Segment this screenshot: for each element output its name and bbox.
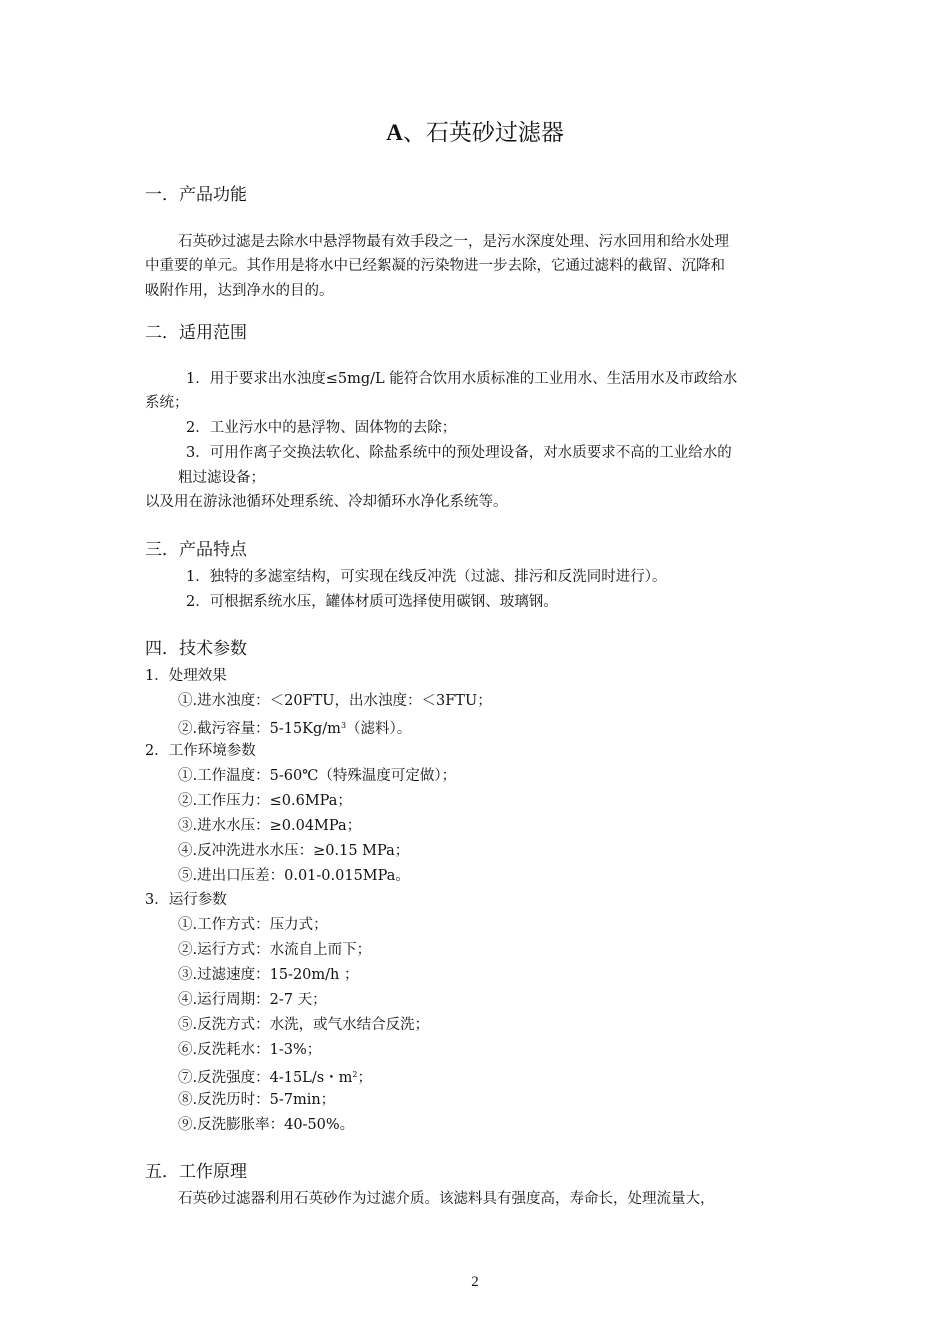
superscript: 2 bbox=[352, 1070, 358, 1079]
title-text: 、石英砂过滤器 bbox=[402, 120, 564, 146]
param-text: ； bbox=[357, 1070, 372, 1086]
param-text: （滤料）。 bbox=[346, 721, 412, 737]
paragraph-line: 中重要的单元。其作用是将水中已经絮凝的污染物进一步去除，它通过滤料的截留、沉降和 bbox=[145, 258, 725, 274]
param-item: ⑧.反洗历时：5-7min； bbox=[178, 1092, 336, 1108]
param-item: ②.运行方式：水流自上而下； bbox=[178, 942, 372, 958]
param-item: ④.运行周期：2-7 天； bbox=[178, 992, 327, 1008]
param-item: ①.工作温度：5-60℃（特殊温度可定做）； bbox=[178, 768, 457, 784]
list-item: 1．用于要求出水浊度≤5mg/L 能符合饮用水质标准的工业用水、生活用水及市政给水 bbox=[186, 371, 738, 387]
param-item bbox=[178, 1065, 372, 1088]
param-group-label: 3．运行参数 bbox=[145, 892, 227, 908]
section-heading-5: 五．工作原理 bbox=[145, 1162, 247, 1182]
list-item: 1．独特的多滤室结构，可实现在线反冲洗（过滤、排污和反洗同时进行）。 bbox=[186, 569, 667, 585]
param-item: ①.进水浊度：＜20FTU，出水浊度：＜3FTU； bbox=[178, 693, 492, 709]
param-item: ②.工作压力：≤0.6MPa； bbox=[178, 793, 352, 809]
list-item: 2．工业污水中的悬浮物、固体物的去除； bbox=[186, 420, 457, 436]
param-item: ③.进水水压：≥0.04MPa； bbox=[178, 818, 362, 834]
paragraph-line: 石英砂过滤器利用石英砂作为过滤介质。该滤料具有强度高，寿命长，处理流量大， bbox=[178, 1191, 715, 1207]
param-item: ④.反冲洗进水水压：≥0.15 MPa； bbox=[178, 843, 410, 859]
param-group-label: 2．工作环境参数 bbox=[145, 743, 256, 759]
paragraph-line: 石英砂过滤是去除水中悬浮物最有效手段之一，是污水深度处理、污水回用和给水处理 bbox=[178, 234, 729, 250]
list-item: 3．可用作离子交换法软化、除盐系统中的预处理设备，对水质要求不高的工业给水的 bbox=[186, 445, 732, 461]
paragraph-line: 以及用在游泳池循环处理系统、冷却循环水净化系统等。 bbox=[145, 494, 508, 510]
page-number: 2 bbox=[471, 1274, 479, 1290]
param-text: ⑦.反洗强度：4-15L/s・m bbox=[178, 1070, 353, 1086]
paragraph-line: 吸附作用，达到净水的目的。 bbox=[145, 283, 334, 299]
list-item-continuation: 系统； bbox=[145, 395, 189, 411]
section-heading-3: 三．产品特点 bbox=[145, 540, 247, 560]
superscript: 3 bbox=[340, 721, 347, 730]
param-text: ②.截污容量：5-15Kg/m bbox=[178, 721, 341, 737]
title-prefix: A bbox=[386, 120, 403, 145]
section-heading-4: 四．技术参数 bbox=[145, 639, 247, 659]
param-item: ⑨.反洗膨胀率：40-50%。 bbox=[178, 1117, 355, 1133]
param-group-label: 1．处理效果 bbox=[145, 668, 227, 684]
param-item: ③.过滤速度：15-20m/h ； bbox=[178, 967, 359, 983]
section-heading-1: 一．产品功能 bbox=[145, 185, 247, 205]
page-title bbox=[0, 118, 950, 148]
param-item: ⑥.反洗耗水：1-3%； bbox=[178, 1042, 322, 1058]
section-heading-2: 二．适用范围 bbox=[145, 323, 247, 343]
param-item: ⑤.反洗方式：水洗，或气水结合反洗； bbox=[178, 1017, 430, 1033]
list-item-continuation: 粗过滤设备； bbox=[178, 470, 265, 486]
param-item: ⑤.进出口压差：0.01-0.015MPa。 bbox=[178, 868, 410, 884]
list-item: 2．可根据系统水压，罐体材质可选择使用碳钢、玻璃钢。 bbox=[186, 594, 558, 610]
param-item: ①.工作方式：压力式； bbox=[178, 917, 328, 933]
param-item bbox=[178, 716, 411, 739]
